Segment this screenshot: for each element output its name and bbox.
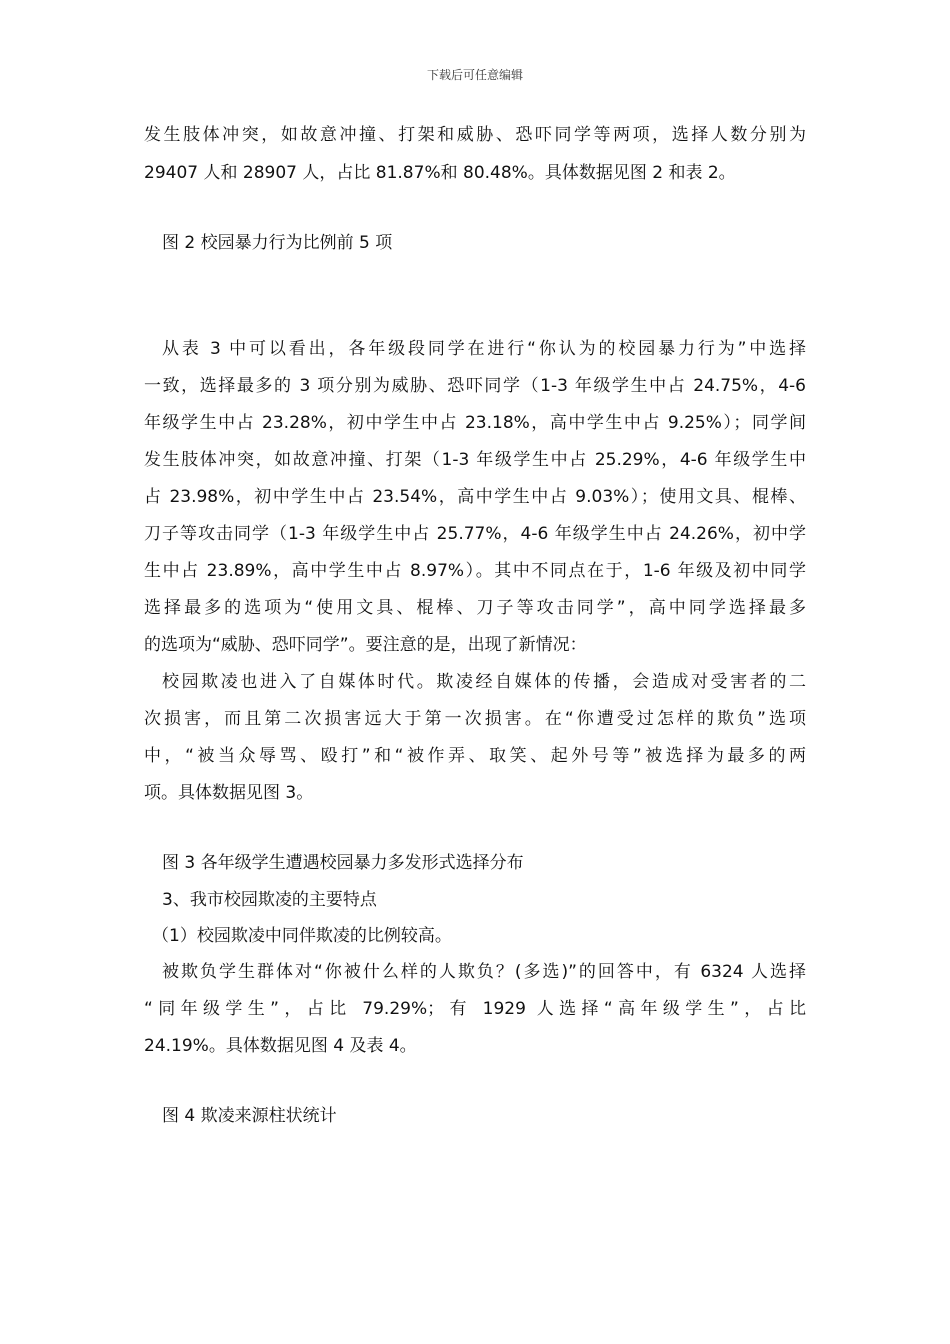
paragraph-line: 24.19%。具体数据见图 4 及表 4。 (144, 1036, 417, 1056)
figure-caption: 图 2 校园暴力行为比例前 5 项 (162, 233, 393, 253)
paragraph-line: 生中占 23.89%，高中学生中占 8.97%）。其中不同点在于，1-6 年级及初中同学 (144, 561, 806, 581)
figure-caption: 图 3 各年级学生遭遇校园暴力多发形式选择分布 (162, 853, 524, 873)
paragraph-line: 次损害，而且第二次损害远大于第一次损害。在“你遭受过怎样的欺负”选项 (144, 709, 806, 729)
section-heading: 3、我市校园欺凌的主要特点 (162, 890, 377, 910)
page-header: 下载后可任意编辑 (426, 68, 523, 82)
paragraph-line: 年级学生中占 23.28%，初中学生中占 23.18%，高中学生中占 9.25%）；同学间 (144, 413, 806, 433)
paragraph-line: “同年级学生”，占比 79.29%；有 1929 人选择“高年级学生”，占比 (144, 999, 806, 1019)
paragraph-line: 从表 3 中可以看出，各年级段同学在进行“你认为的校园暴力行为”中选择 (162, 339, 806, 359)
figure-caption: 图 4 欺凌来源柱状统计 (162, 1106, 337, 1126)
paragraph-line: 项。具体数据见图 3。 (144, 783, 314, 803)
paragraph-line: 29407 人和 28907 人，占比 81.87%和 80.48%。具体数据见图 2 和表 2。 (144, 163, 736, 183)
subsection-heading: （1）校园欺凌中同伴欺凌的比例较高。 (152, 926, 452, 946)
paragraph-line: 校园欺凌也进入了自媒体时代。欺凌经自媒体的传播，会造成对受害者的二 (162, 672, 806, 692)
paragraph-line: 发生肢体冲突，如故意冲撞、打架（1-3 年级学生中占 25.29%，4-6 年级学生中 (144, 450, 806, 470)
paragraph-line: 中，“被当众辱骂、殴打”和“被作弄、取笑、起外号等”被选择为最多的两 (144, 746, 806, 766)
paragraph-line: 发生肢体冲突，如故意冲撞、打架和威胁、恐吓同学等两项，选择人数分别为 (144, 125, 806, 145)
paragraph-line: 一致，选择最多的 3 项分别为威胁、恐吓同学（1-3 年级学生中占 24.75%，4-6 (144, 376, 806, 396)
paragraph-line: 的选项为“威胁、恐吓同学”。要注意的是，出现了新情况： (144, 635, 587, 655)
paragraph-line: 选择最多的选项为“使用文具、棍棒、刀子等攻击同学”，高中同学选择最多 (144, 598, 806, 618)
paragraph-line: 占 23.98%，初中学生中占 23.54%，高中学生中占 9.03%）；使用文具、棍棒、 (144, 487, 806, 507)
paragraph-line: 刀子等攻击同学（1-3 年级学生中占 25.77%，4-6 年级学生中占 24.26%，初中学 (144, 524, 806, 544)
paragraph-line: 被欺负学生群体对“你被什么样的人欺负？(多选)”的回答中，有 6324 人选择 (162, 962, 806, 982)
